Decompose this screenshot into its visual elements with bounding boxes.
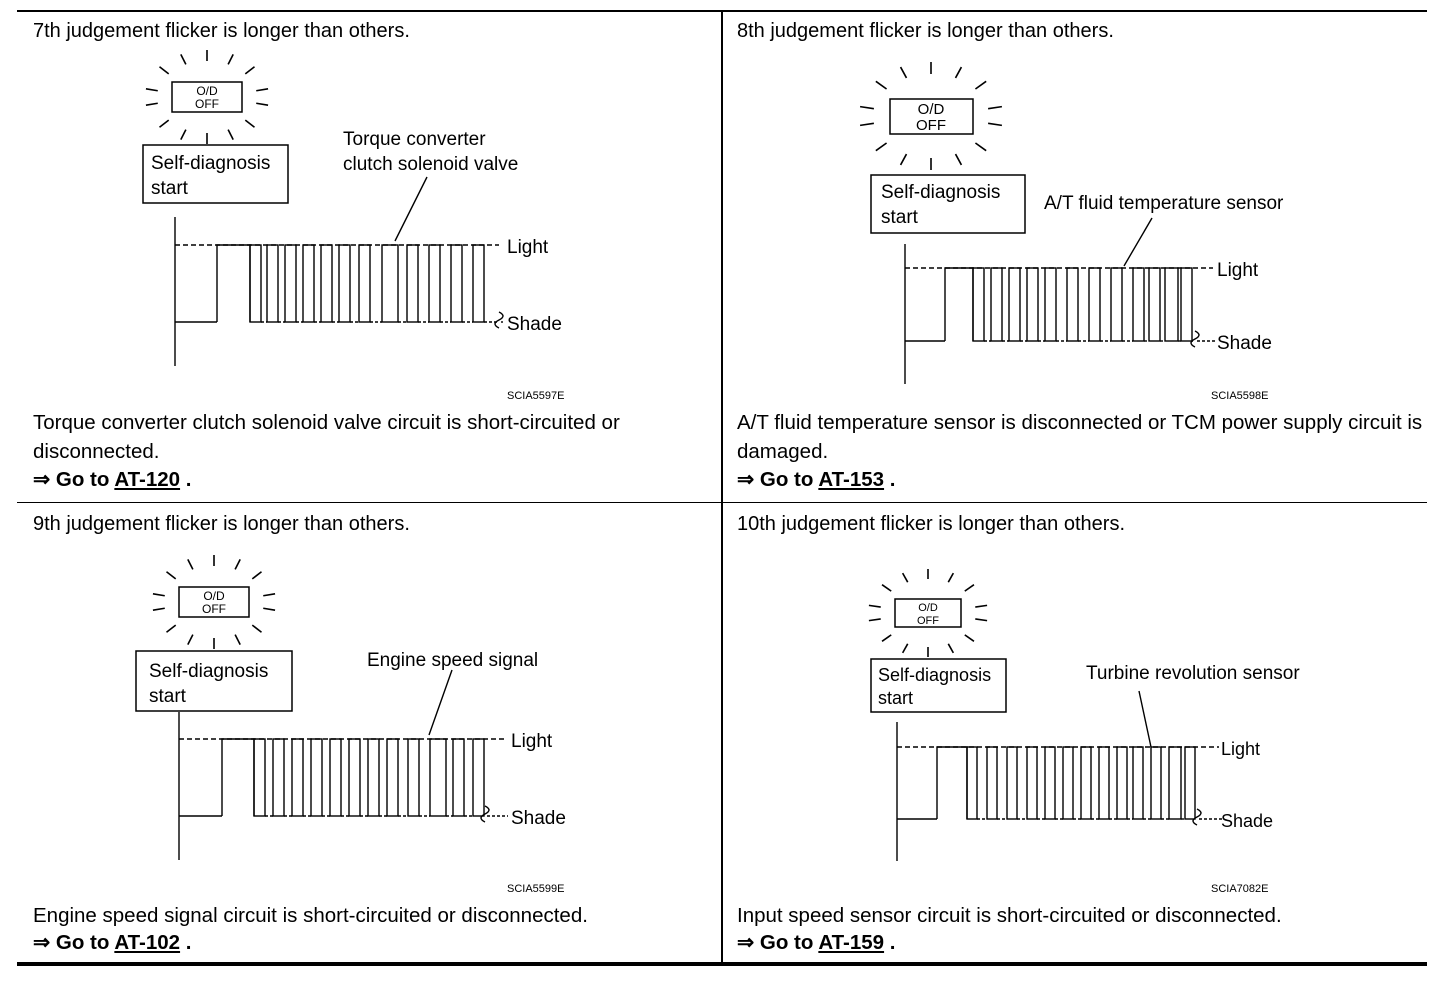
component-pointer: [429, 670, 452, 735]
flicker-pulse: [1045, 268, 1056, 341]
goto-reference: [33, 467, 191, 492]
flicker-pulse: [330, 739, 341, 816]
lamp-ray: [988, 123, 1002, 125]
flicker-pulse: [382, 245, 398, 322]
lamp-ray: [876, 81, 887, 89]
lamp-ray: [252, 572, 261, 579]
flicker-pulse: [429, 245, 440, 322]
flicker-pulse: [267, 245, 278, 322]
flicker-pulse: [1027, 268, 1038, 341]
light-label: Light: [507, 237, 549, 258]
flicker-pulse: [1151, 747, 1161, 819]
flicker-pulse: [973, 268, 984, 341]
od-off-lamp-icon: [860, 62, 1002, 170]
flicker-pulse: [292, 739, 303, 816]
flicker-pulse: [321, 245, 332, 322]
judgement-cell-10th: [723, 505, 1427, 997]
lamp-ray: [903, 644, 908, 653]
flicker-pulse: [987, 747, 997, 819]
flicker-pulse: [967, 747, 977, 819]
start-pulse: [937, 747, 967, 819]
lamp-ray: [188, 635, 193, 645]
flicker-pulse: [285, 245, 296, 322]
flicker-pulse: [453, 739, 464, 816]
lamp-ray: [167, 625, 176, 632]
flicker-pulse: [451, 245, 462, 322]
goto-arrow: ⇒: [737, 468, 755, 491]
flicker-pulse: [1089, 268, 1100, 341]
shade-label: Shade: [507, 314, 562, 335]
flicker-pulse: [407, 245, 418, 322]
component-label-line1: Engine speed signal: [367, 650, 539, 671]
lamp-ray: [948, 644, 953, 653]
lamp-ray: [228, 130, 233, 140]
goto-end: .: [889, 468, 896, 491]
lamp-ray: [160, 67, 169, 74]
judgement-cell-8th: [723, 12, 1427, 504]
flicker-pulse: [1009, 268, 1020, 341]
goto-reference: [33, 930, 191, 955]
goto-text: Go to: [55, 931, 110, 954]
lamp-ray: [876, 143, 887, 151]
shade-label: Shade: [511, 808, 566, 829]
flicker-pulse: [1149, 268, 1160, 341]
lamp-ray: [153, 594, 165, 596]
goto-end: .: [185, 468, 192, 491]
figure-code: SCIA5598E: [1211, 390, 1269, 402]
lamp-label-off: OFF: [917, 615, 939, 627]
od-off-lamp-icon: [153, 555, 275, 649]
lamp-ray: [882, 585, 891, 591]
goto-end: .: [185, 931, 192, 954]
start-pulse: [217, 245, 250, 322]
lamp-ray: [975, 619, 987, 621]
self-diagnosis-start-box: [143, 145, 288, 203]
goto-arrow: ⇒: [33, 931, 51, 954]
lamp-ray: [901, 67, 907, 78]
goto-arrow: ⇒: [737, 931, 755, 954]
goto-end: .: [889, 931, 896, 954]
goto-text: Go to: [759, 931, 814, 954]
judgement-cell-9th: [17, 505, 721, 997]
lamp-ray: [181, 54, 186, 64]
figure-code: SCIA5599E: [507, 883, 565, 895]
lamp-ray: [256, 89, 268, 91]
lamp-ray: [869, 619, 881, 621]
lamp-ray: [965, 585, 974, 591]
figure-code: SCIA5597E: [507, 390, 565, 402]
lamp-label-od: O/D: [918, 602, 938, 614]
start-label-line1: Self-diagnosis: [881, 182, 1001, 203]
lamp-ray: [956, 154, 962, 165]
flicker-pulse: [1165, 268, 1178, 341]
flicker-pulse: [430, 739, 446, 816]
flicker-pulse: [254, 739, 265, 816]
lamp-ray: [975, 81, 986, 89]
lamp-ray: [188, 559, 193, 569]
self-diagnosis-start-box: [136, 651, 292, 711]
flicker-pulse: [359, 245, 370, 322]
flicker-pulse: [1099, 747, 1109, 819]
start-label-line2: start: [881, 207, 918, 228]
component-pointer: [1139, 691, 1151, 747]
start-label-line2: start: [878, 688, 914, 708]
component-pointer: [395, 177, 427, 241]
start-label-line1: Self-diagnosis: [878, 665, 992, 685]
lamp-label-off: OFF: [202, 602, 226, 616]
flicker-diagram: [723, 505, 1427, 905]
component-label-line1: Turbine revolution sensor: [1086, 663, 1300, 684]
shade-label: Shade: [1217, 333, 1272, 354]
lamp-ray: [256, 103, 268, 105]
lamp-ray: [235, 635, 240, 645]
lamp-ray: [882, 635, 891, 641]
lamp-ray: [956, 67, 962, 78]
od-off-lamp-icon: [869, 569, 987, 657]
lamp-ray: [975, 143, 986, 151]
flicker-pulse: [339, 245, 350, 322]
judgement-cell-7th: [17, 12, 721, 504]
lamp-ray: [263, 594, 275, 596]
flicker-pulse: [991, 268, 1002, 341]
lamp-ray: [167, 572, 176, 579]
flicker-pulse: [1133, 747, 1143, 819]
self-diagnosis-start-box: [871, 175, 1025, 233]
flicker-diagram: [17, 505, 721, 905]
flicker-waveform: [179, 670, 508, 860]
cell-heading: 7th judgement flicker is longer than others.: [33, 20, 410, 42]
lamp-ray: [901, 154, 907, 165]
lamp-label-off: OFF: [195, 97, 219, 111]
shade-break-icon: [481, 806, 489, 822]
component-pointer: [1124, 218, 1152, 266]
cell-heading: 9th judgement flicker is longer than others.: [33, 513, 410, 535]
cell-description: A/T fluid temperature sensor is disconnected or TCM power supply circuit is damaged.: [737, 411, 1423, 463]
cell-heading: 8th judgement flicker is longer than others.: [737, 20, 1114, 42]
goto-text: Go to: [759, 468, 814, 491]
flicker-pulse: [311, 739, 322, 816]
cell-description: Input speed sensor circuit is short-circuited or disconnected.: [737, 904, 1282, 927]
lamp-ray: [975, 605, 987, 607]
component-label-line1: Torque converter: [343, 129, 486, 150]
start-pulse: [222, 739, 254, 816]
flicker-waveform: [175, 177, 503, 366]
lamp-ray: [245, 67, 254, 74]
lamp-label-od: O/D: [917, 101, 945, 118]
lamp-ray: [160, 120, 169, 127]
figure-code: SCIA7082E: [1211, 883, 1269, 895]
flicker-waveform: [897, 691, 1223, 861]
shade-label: Shade: [1221, 811, 1274, 831]
flicker-pulse: [1117, 747, 1127, 819]
goto-reference: [737, 930, 895, 955]
cell-heading: 10th judgement flicker is longer than others.: [737, 513, 1125, 535]
lamp-ray: [146, 89, 158, 91]
lamp-ray: [153, 608, 165, 610]
self-diagnosis-start-box: [871, 659, 1006, 712]
flicker-pulse: [1007, 747, 1017, 819]
flicker-pulse: [1185, 747, 1195, 819]
light-label: Light: [1221, 739, 1261, 759]
start-label-line2: start: [151, 178, 188, 199]
shade-break-icon: [495, 312, 503, 328]
start-label-line1: Self-diagnosis: [151, 153, 271, 174]
cell-description: Torque converter clutch solenoid valve circuit is short-circuited or disconnected.: [33, 411, 620, 463]
goto-link-at-159[interactable]: AT-159: [818, 931, 885, 954]
goto-link-at-102[interactable]: AT-102: [114, 931, 181, 954]
cell-description: Engine speed signal circuit is short-circuited or disconnected.: [33, 904, 588, 927]
flicker-pulse: [273, 739, 284, 816]
od-off-lamp-icon: [146, 50, 268, 144]
lamp-ray: [869, 605, 881, 607]
goto-reference: [737, 467, 895, 492]
goto-arrow: ⇒: [33, 468, 51, 491]
flicker-pulse: [1081, 747, 1091, 819]
lamp-ray: [965, 635, 974, 641]
start-label-line1: Self-diagnosis: [149, 661, 269, 682]
flicker-pulse: [1169, 747, 1181, 819]
flicker-pulse: [349, 739, 360, 816]
flicker-diagram: [17, 12, 721, 412]
lamp-ray: [181, 130, 186, 140]
goto-link-at-120[interactable]: AT-120: [114, 468, 181, 491]
flicker-waveform: [905, 218, 1217, 384]
lamp-ray: [860, 123, 874, 125]
flicker-pulse: [303, 245, 314, 322]
start-pulse: [945, 268, 973, 341]
shade-break-icon: [1193, 809, 1201, 825]
flicker-pulse: [1063, 747, 1073, 819]
light-label: Light: [511, 731, 553, 752]
lamp-ray: [245, 120, 254, 127]
start-label-line2: start: [149, 686, 186, 707]
flicker-pulse: [387, 739, 398, 816]
goto-text: Go to: [55, 468, 110, 491]
flicker-pulse: [473, 245, 484, 322]
lamp-ray: [235, 559, 240, 569]
flicker-pulse: [473, 739, 484, 816]
lamp-ray: [252, 625, 261, 632]
lamp-ray: [948, 573, 953, 582]
lamp-ray: [146, 103, 158, 105]
flicker-pulse: [1111, 268, 1122, 341]
goto-link-at-153[interactable]: AT-153: [818, 468, 885, 491]
flicker-pulse: [1067, 268, 1078, 341]
lamp-ray: [228, 54, 233, 64]
lamp-label-od: O/D: [196, 84, 218, 98]
component-label-line1: A/T fluid temperature sensor: [1044, 193, 1284, 214]
lamp-ray: [988, 107, 1002, 109]
flicker-diagram: [723, 12, 1427, 412]
lamp-label-od: O/D: [203, 589, 225, 603]
flicker-pulse: [250, 245, 261, 322]
flicker-pulse: [408, 739, 419, 816]
flicker-pulse: [1045, 747, 1055, 819]
lamp-ray: [860, 107, 874, 109]
lamp-ray: [903, 573, 908, 582]
flicker-pulse: [368, 739, 379, 816]
flicker-pulse: [1027, 747, 1037, 819]
lamp-label-off: OFF: [916, 117, 946, 134]
light-label: Light: [1217, 260, 1259, 281]
flicker-pulse: [1181, 268, 1192, 341]
flicker-pulse: [1133, 268, 1144, 341]
lamp-ray: [263, 608, 275, 610]
component-label-line2: clutch solenoid valve: [343, 154, 519, 175]
